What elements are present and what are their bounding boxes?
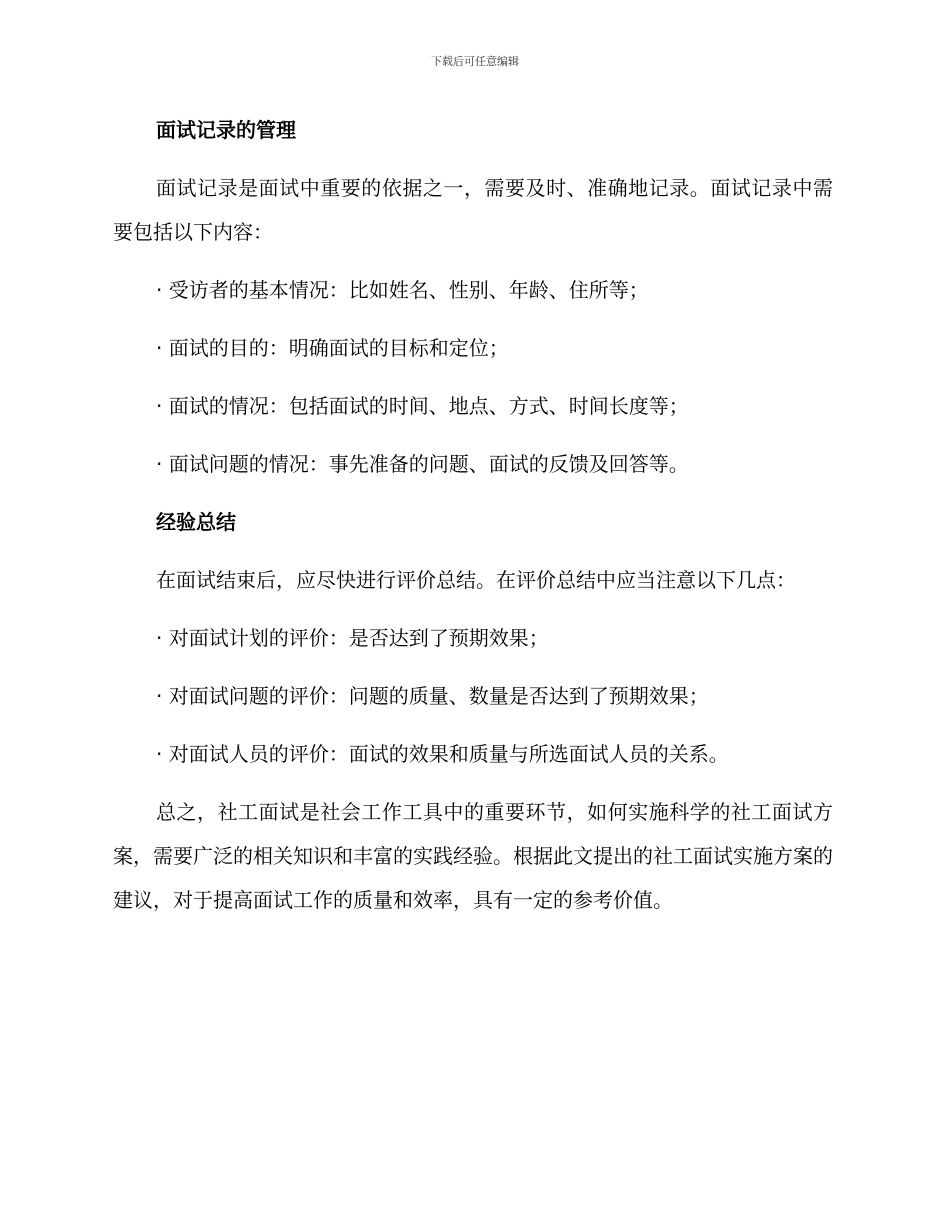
document-body [113,108,833,922]
records-list-item: · 面试的情况：包括面试的时间、地点、方式、时间长度等； [156,394,689,418]
records-intro-paragraph: 面试记录是面试中重要的依据之一，需要及时、准确地记录。面试记录中需要包括以下内容： [113,176,833,244]
page-header: 下载后可任意编辑 [431,55,519,68]
section-heading-summary: 经验总结 [156,510,236,534]
records-list-item: · 面试的目的：明确面试的目标和定位； [156,336,509,360]
conclusion-paragraph: 总之，社工面试是社会工作工具中的重要环节，如何实施科学的社工面试方案，需要广泛的相关知识和丰富的实践经验。根据此文提出的社工面试实施方案的建议，对于提高面试工作的质量和效率，具有一定的参考价值。 [113,800,833,912]
summary-list-item: · 对面试人员的评价：面试的效果和质量与所选面试人员的关系。 [156,742,729,766]
records-list-item: · 受访者的基本情况：比如姓名、性别、年龄、住所等； [156,278,649,302]
records-list-item: · 面试问题的情况：事先准备的问题、面试的反馈及回答等。 [156,452,689,476]
summary-list-item: · 对面试问题的评价：问题的质量、数量是否达到了预期效果； [156,684,709,708]
summary-list-item: · 对面试计划的评价：是否达到了预期效果； [156,626,549,650]
section-heading-records: 面试记录的管理 [156,118,296,142]
summary-intro-paragraph: 在面试结束后，应尽快进行评价总结。在评价总结中应当注意以下几点： [156,568,796,592]
